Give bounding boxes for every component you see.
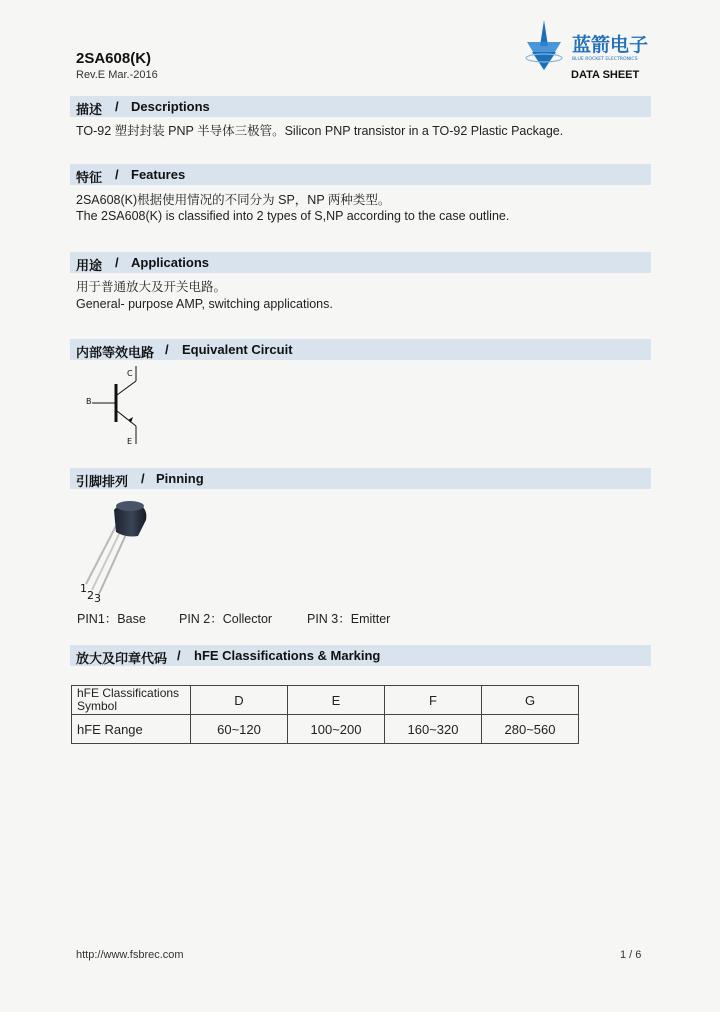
section-bar-features: 特征 / Features: [70, 164, 651, 185]
section-title-cn: 描述: [76, 102, 103, 117]
table-cell: F: [385, 686, 482, 715]
label-base: B: [86, 397, 92, 406]
label-collector: C: [127, 369, 133, 378]
section-bar-circuit: 内部等效电路 / Equivalent Circuit: [70, 339, 651, 360]
features-text-en: The 2SA608(K) is classified into 2 types of S,NP according to the case outline.: [76, 209, 510, 223]
section-title-en: Descriptions: [131, 99, 210, 114]
company-logo: [524, 18, 654, 74]
table-cell: G: [482, 686, 579, 715]
pin-number-1: 1: [80, 582, 87, 595]
hfe-range-header: hFE Range: [72, 715, 191, 744]
pin3-label: PIN 3：Emitter: [307, 612, 391, 626]
pin-number-3: 3: [94, 592, 101, 605]
to92-package-image: [74, 496, 164, 606]
table-cell: E: [288, 686, 385, 715]
label-emitter: E: [127, 437, 133, 446]
table-cell: D: [191, 686, 288, 715]
data-sheet-label: DATA SHEET: [571, 69, 640, 81]
hfe-table: [71, 685, 579, 744]
table-cell: 160~320: [385, 715, 482, 744]
section-bar-descriptions: 描述 / Descriptions: [70, 96, 651, 117]
section-bar-applications: 用途 / Applications: [70, 252, 651, 273]
pnp-transistor-symbol: [80, 362, 160, 450]
part-number: 2SA608(K): [76, 50, 152, 67]
applications-text-cn: 用于普通放大及开关电路。: [76, 280, 227, 294]
pin1-label: PIN1：Base: [77, 612, 146, 626]
table-row: [72, 686, 579, 715]
table-cell: 100~200: [288, 715, 385, 744]
logo-text: 蓝箭电子: [572, 34, 649, 56]
features-text-cn: 2SA608(K)根据使用情况的不同分为 SP，NP 两种类型。: [76, 193, 391, 207]
footer-url[interactable]: http://www.fsbrec.com: [76, 949, 184, 961]
table-row: [72, 715, 579, 744]
hfe-symbol-header: hFE Classifications Symbol: [72, 686, 191, 715]
table-cell: 60~120: [191, 715, 288, 744]
pin-number-2: 2: [87, 589, 94, 602]
page-number: 1 / 6: [620, 949, 642, 961]
revision: Rev.E Mar.-2016: [76, 69, 158, 81]
section-bar-hfe: 放大及印章代码 / hFE Classifications & Marking: [70, 645, 651, 666]
table-cell: 280~560: [482, 715, 579, 744]
logo-subtext: BLUE ROCKET ELECTRONICS: [572, 57, 638, 62]
description-text: TO-92 塑封封装 PNP 半导体三极管。Silicon PNP transistor in a TO-92 Plastic Package.: [76, 124, 564, 138]
section-bar-pinning: 引脚排列 / Pinning: [70, 468, 651, 489]
applications-text-en: General- purpose AMP, switching applications.: [76, 297, 333, 311]
pin2-label: PIN 2：Collector: [179, 612, 273, 626]
